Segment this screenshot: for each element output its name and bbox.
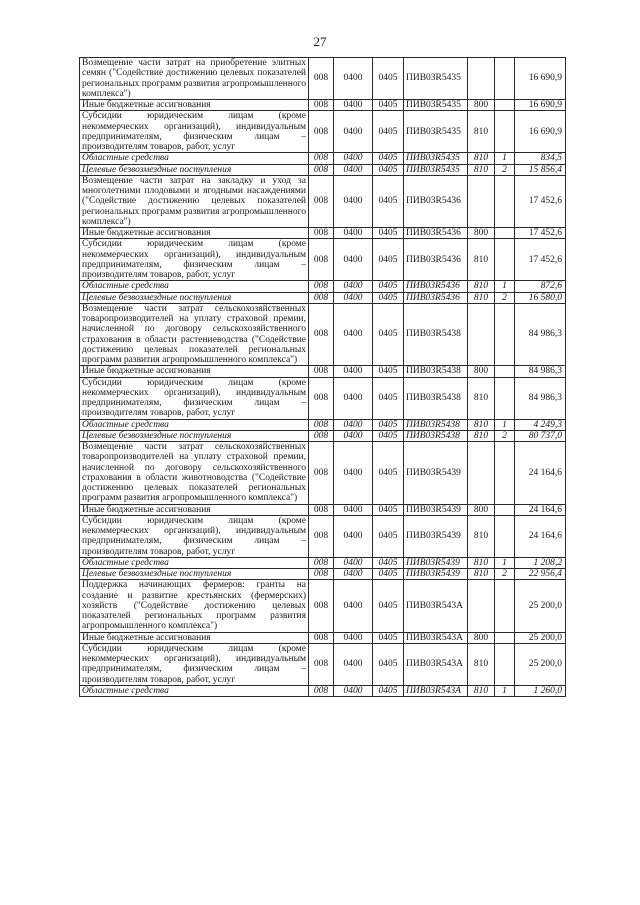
row-funding-source [495, 377, 515, 419]
row-subsection-code: 0405 [373, 281, 404, 292]
row-section-code: 0400 [334, 100, 373, 111]
row-subsection-code: 0405 [373, 430, 404, 441]
row-ministry-code: 008 [309, 504, 334, 515]
row-amount: 1 208,2 [515, 557, 566, 568]
row-section-code: 0400 [334, 442, 373, 505]
row-target-article: ПИВ03R543А [404, 632, 468, 643]
table-subrow [80, 292, 566, 303]
row-section-code: 0400 [334, 419, 373, 430]
row-subsection-code: 0405 [373, 303, 404, 366]
row-expense-type [468, 442, 495, 505]
row-expense-type: 800 [468, 504, 495, 515]
row-funding-source [495, 111, 515, 153]
table-row [80, 303, 566, 366]
table-row [80, 504, 566, 515]
row-expense-type [468, 58, 495, 100]
row-funding-source [495, 100, 515, 111]
table-subrow [80, 153, 566, 164]
row-section-code: 0400 [334, 504, 373, 515]
row-ministry-code: 008 [309, 430, 334, 441]
table-row [80, 175, 566, 227]
row-ministry-code: 008 [309, 643, 334, 685]
row-ministry-code: 008 [309, 419, 334, 430]
row-description: Иные бюджетные ассигнования [80, 366, 309, 377]
row-subsection-code: 0405 [373, 228, 404, 239]
row-expense-type [468, 580, 495, 632]
table-subrow [80, 281, 566, 292]
row-funding-source: 1 [495, 153, 515, 164]
row-funding-source [495, 303, 515, 366]
row-target-article: ПИВ03R5435 [404, 153, 468, 164]
row-section-code: 0400 [334, 58, 373, 100]
row-amount: 22 956,4 [515, 569, 566, 580]
row-section-code: 0400 [334, 366, 373, 377]
row-description: Целевые безвозмездные поступления [80, 292, 309, 303]
row-target-article: ПИВ03R5439 [404, 504, 468, 515]
row-subsection-code: 0405 [373, 111, 404, 153]
row-section-code: 0400 [334, 557, 373, 568]
row-section-code: 0400 [334, 515, 373, 557]
row-target-article: ПИВ03R5438 [404, 430, 468, 441]
row-amount: 25 200,0 [515, 643, 566, 685]
row-ministry-code: 008 [309, 557, 334, 568]
row-target-article: ПИВ03R5435 [404, 58, 468, 100]
row-subsection-code: 0405 [373, 419, 404, 430]
row-section-code: 0400 [334, 377, 373, 419]
row-amount: 84 986,3 [515, 377, 566, 419]
row-description: Иные бюджетные ассигнования [80, 504, 309, 515]
row-amount: 834,5 [515, 153, 566, 164]
row-description: Областные средства [80, 419, 309, 430]
row-section-code: 0400 [334, 303, 373, 366]
row-expense-type: 800 [468, 228, 495, 239]
row-subsection-code: 0405 [373, 643, 404, 685]
row-expense-type: 810 [468, 281, 495, 292]
row-description: Иные бюджетные ассигнования [80, 228, 309, 239]
row-expense-type: 810 [468, 239, 495, 281]
row-section-code: 0400 [334, 239, 373, 281]
row-amount: 24 164,6 [515, 442, 566, 505]
row-amount: 1 260,0 [515, 685, 566, 696]
row-ministry-code: 008 [309, 100, 334, 111]
row-ministry-code: 008 [309, 303, 334, 366]
row-subsection-code: 0405 [373, 504, 404, 515]
table-row [80, 100, 566, 111]
row-amount: 17 452,6 [515, 239, 566, 281]
row-description: Иные бюджетные ассигнования [80, 100, 309, 111]
row-amount: 15 856,4 [515, 164, 566, 175]
row-subsection-code: 0405 [373, 366, 404, 377]
row-amount: 17 452,6 [515, 228, 566, 239]
row-ministry-code: 008 [309, 164, 334, 175]
table-row [80, 377, 566, 419]
row-funding-source [495, 632, 515, 643]
row-expense-type: 810 [468, 569, 495, 580]
row-target-article: ПИВ03R5436 [404, 281, 468, 292]
row-target-article: ПИВ03R5438 [404, 377, 468, 419]
row-section-code: 0400 [334, 430, 373, 441]
row-subsection-code: 0405 [373, 100, 404, 111]
table-row [80, 111, 566, 153]
row-subsection-code: 0405 [373, 515, 404, 557]
row-amount: 24 164,6 [515, 504, 566, 515]
row-section-code: 0400 [334, 569, 373, 580]
row-description: Поддержка начинающих фермеров: гранты на создание и развитие крестьянских (фермерских) хозяйств ("Содействие достижению целевых показателей региональных программ развития агропромышленного комплекса") [80, 580, 309, 632]
table-body [80, 58, 566, 697]
row-expense-type: 810 [468, 292, 495, 303]
row-funding-source: 1 [495, 557, 515, 568]
row-ministry-code: 008 [309, 366, 334, 377]
table-row [80, 228, 566, 239]
row-target-article: ПИВ03R543А [404, 643, 468, 685]
row-ministry-code: 008 [309, 111, 334, 153]
row-subsection-code: 0405 [373, 580, 404, 632]
row-subsection-code: 0405 [373, 377, 404, 419]
row-section-code: 0400 [334, 228, 373, 239]
row-target-article: ПИВ03R5439 [404, 442, 468, 505]
row-funding-source: 1 [495, 685, 515, 696]
row-description: Субсидии юридическим лицам (кроме некоммерческих организаций), индивидуальным предпринимателям, физическим лицам – производителям товаров, работ, услуг [80, 643, 309, 685]
row-amount: 872,6 [515, 281, 566, 292]
row-description: Возмещение части затрат сельскохозяйственных товаропроизводителей на уплату страховой премии, начисленной по договору сельскохозяйственного страхования в области животноводства ("Содействие достижению целевых показателей региональных программ развития агропромышленного комплекса") [80, 442, 309, 505]
row-target-article: ПИВ03R5436 [404, 175, 468, 227]
row-target-article: ПИВ03R5438 [404, 303, 468, 366]
row-description: Субсидии юридическим лицам (кроме некоммерческих организаций), индивидуальным предпринимателям, физическим лицам – производителям товаров, работ, услуг [80, 239, 309, 281]
row-subsection-code: 0405 [373, 632, 404, 643]
row-amount: 24 164,6 [515, 515, 566, 557]
row-funding-source: 2 [495, 569, 515, 580]
row-expense-type: 810 [468, 164, 495, 175]
table-subrow [80, 557, 566, 568]
row-expense-type [468, 175, 495, 227]
row-subsection-code: 0405 [373, 153, 404, 164]
row-section-code: 0400 [334, 175, 373, 227]
row-ministry-code: 008 [309, 281, 334, 292]
row-description: Субсидии юридическим лицам (кроме некоммерческих организаций), индивидуальным предпринимателям, физическим лицам – производителям товаров, работ, услуг [80, 377, 309, 419]
row-ministry-code: 008 [309, 175, 334, 227]
row-ministry-code: 008 [309, 580, 334, 632]
row-section-code: 0400 [334, 292, 373, 303]
row-funding-source [495, 580, 515, 632]
row-ministry-code: 008 [309, 515, 334, 557]
row-description: Целевые безвозмездные поступления [80, 164, 309, 175]
row-subsection-code: 0405 [373, 239, 404, 281]
row-description: Целевые безвозмездные поступления [80, 430, 309, 441]
table-row [80, 366, 566, 377]
row-funding-source: 2 [495, 292, 515, 303]
row-description: Субсидии юридическим лицам (кроме некоммерческих организаций), индивидуальным предпринимателям, физическим лицам – производителям товаров, работ, услуг [80, 111, 309, 153]
row-ministry-code: 008 [309, 442, 334, 505]
row-subsection-code: 0405 [373, 557, 404, 568]
row-funding-source: 2 [495, 430, 515, 441]
row-expense-type: 810 [468, 111, 495, 153]
row-ministry-code: 008 [309, 292, 334, 303]
row-expense-type: 800 [468, 632, 495, 643]
table-subrow [80, 419, 566, 430]
table-row [80, 239, 566, 281]
row-section-code: 0400 [334, 153, 373, 164]
row-funding-source: 1 [495, 419, 515, 430]
row-section-code: 0400 [334, 281, 373, 292]
row-funding-source: 1 [495, 281, 515, 292]
row-target-article: ПИВ03R5439 [404, 569, 468, 580]
row-section-code: 0400 [334, 685, 373, 696]
row-expense-type: 800 [468, 100, 495, 111]
row-amount: 4 249,3 [515, 419, 566, 430]
row-target-article: ПИВ03R543А [404, 580, 468, 632]
table-subrow [80, 685, 566, 696]
row-amount: 25 200,0 [515, 580, 566, 632]
row-section-code: 0400 [334, 643, 373, 685]
row-expense-type: 810 [468, 153, 495, 164]
row-description: Областные средства [80, 153, 309, 164]
row-funding-source [495, 228, 515, 239]
row-ministry-code: 008 [309, 685, 334, 696]
row-target-article: ПИВ03R5435 [404, 100, 468, 111]
row-funding-source [495, 175, 515, 227]
row-subsection-code: 0405 [373, 442, 404, 505]
row-amount: 84 986,3 [515, 366, 566, 377]
row-description: Возмещение части затрат сельскохозяйственных товаропроизводителей на уплату страховой премии, начисленной по договору сельскохозяйственного страхования в области растениеводства ("Содействие достижению целевых показателей региональных программ развития агропромышленного комплекса") [80, 303, 309, 366]
row-subsection-code: 0405 [373, 685, 404, 696]
row-funding-source [495, 643, 515, 685]
row-target-article: ПИВ03R5436 [404, 239, 468, 281]
row-section-code: 0400 [334, 164, 373, 175]
row-ministry-code: 008 [309, 377, 334, 419]
row-amount: 84 986,3 [515, 303, 566, 366]
row-description: Субсидии юридическим лицам (кроме некоммерческих организаций), индивидуальным предпринимателям, физическим лицам – производителям товаров, работ, услуг [80, 515, 309, 557]
row-expense-type: 810 [468, 430, 495, 441]
row-section-code: 0400 [334, 111, 373, 153]
row-expense-type: 810 [468, 419, 495, 430]
row-amount: 16 690,9 [515, 100, 566, 111]
row-funding-source [495, 366, 515, 377]
row-target-article: ПИВ03R5439 [404, 515, 468, 557]
row-description: Возмещение части затрат на закладку и уход за многолетними плодовыми и ягодными насаждениями ("Содействие достижению целевых показателей региональных программ развития агропромышленного комплекса") [80, 175, 309, 227]
row-target-article: ПИВ03R5436 [404, 292, 468, 303]
table-row [80, 442, 566, 505]
row-ministry-code: 008 [309, 632, 334, 643]
row-funding-source [495, 58, 515, 100]
table-subrow [80, 569, 566, 580]
row-amount: 17 452,6 [515, 175, 566, 227]
row-ministry-code: 008 [309, 569, 334, 580]
row-ministry-code: 008 [309, 153, 334, 164]
row-funding-source: 2 [495, 164, 515, 175]
row-description: Областные средства [80, 557, 309, 568]
table-subrow [80, 430, 566, 441]
row-expense-type: 810 [468, 643, 495, 685]
row-description: Целевые безвозмездные поступления [80, 569, 309, 580]
table-row [80, 515, 566, 557]
row-target-article: ПИВ03R5436 [404, 228, 468, 239]
row-target-article: ПИВ03R5435 [404, 164, 468, 175]
row-amount: 16 580,0 [515, 292, 566, 303]
row-target-article: ПИВ03R5439 [404, 557, 468, 568]
table-row [80, 643, 566, 685]
row-section-code: 0400 [334, 632, 373, 643]
table-row [80, 58, 566, 100]
table-row [80, 632, 566, 643]
row-section-code: 0400 [334, 580, 373, 632]
row-description: Областные средства [80, 281, 309, 292]
row-target-article: ПИВ03R5435 [404, 111, 468, 153]
row-expense-type: 800 [468, 366, 495, 377]
table-subrow [80, 164, 566, 175]
row-amount: 16 690,9 [515, 58, 566, 100]
row-target-article: ПИВ03R5438 [404, 366, 468, 377]
table-row [80, 580, 566, 632]
budget-table [79, 57, 566, 697]
row-subsection-code: 0405 [373, 164, 404, 175]
row-ministry-code: 008 [309, 228, 334, 239]
row-ministry-code: 008 [309, 58, 334, 100]
row-amount: 16 690,9 [515, 111, 566, 153]
row-funding-source [495, 515, 515, 557]
row-amount: 25 200,0 [515, 632, 566, 643]
row-subsection-code: 0405 [373, 175, 404, 227]
row-expense-type: 810 [468, 685, 495, 696]
row-subsection-code: 0405 [373, 58, 404, 100]
row-target-article: ПИВ03R543А [404, 685, 468, 696]
row-expense-type: 810 [468, 557, 495, 568]
row-description: Возмещение части затрат на приобретение элитных семян ("Содействие достижению целевых показателей региональных программ развития агропромышленного комплекса") [80, 58, 309, 100]
row-target-article: ПИВ03R5438 [404, 419, 468, 430]
row-funding-source [495, 504, 515, 515]
row-expense-type: 810 [468, 377, 495, 419]
row-funding-source [495, 442, 515, 505]
row-description: Областные средства [80, 685, 309, 696]
page-number: 27 [313, 34, 327, 49]
row-funding-source [495, 239, 515, 281]
row-expense-type: 810 [468, 515, 495, 557]
row-subsection-code: 0405 [373, 292, 404, 303]
row-description: Иные бюджетные ассигнования [80, 632, 309, 643]
row-subsection-code: 0405 [373, 569, 404, 580]
row-expense-type [468, 303, 495, 366]
row-amount: 80 737,0 [515, 430, 566, 441]
row-ministry-code: 008 [309, 239, 334, 281]
